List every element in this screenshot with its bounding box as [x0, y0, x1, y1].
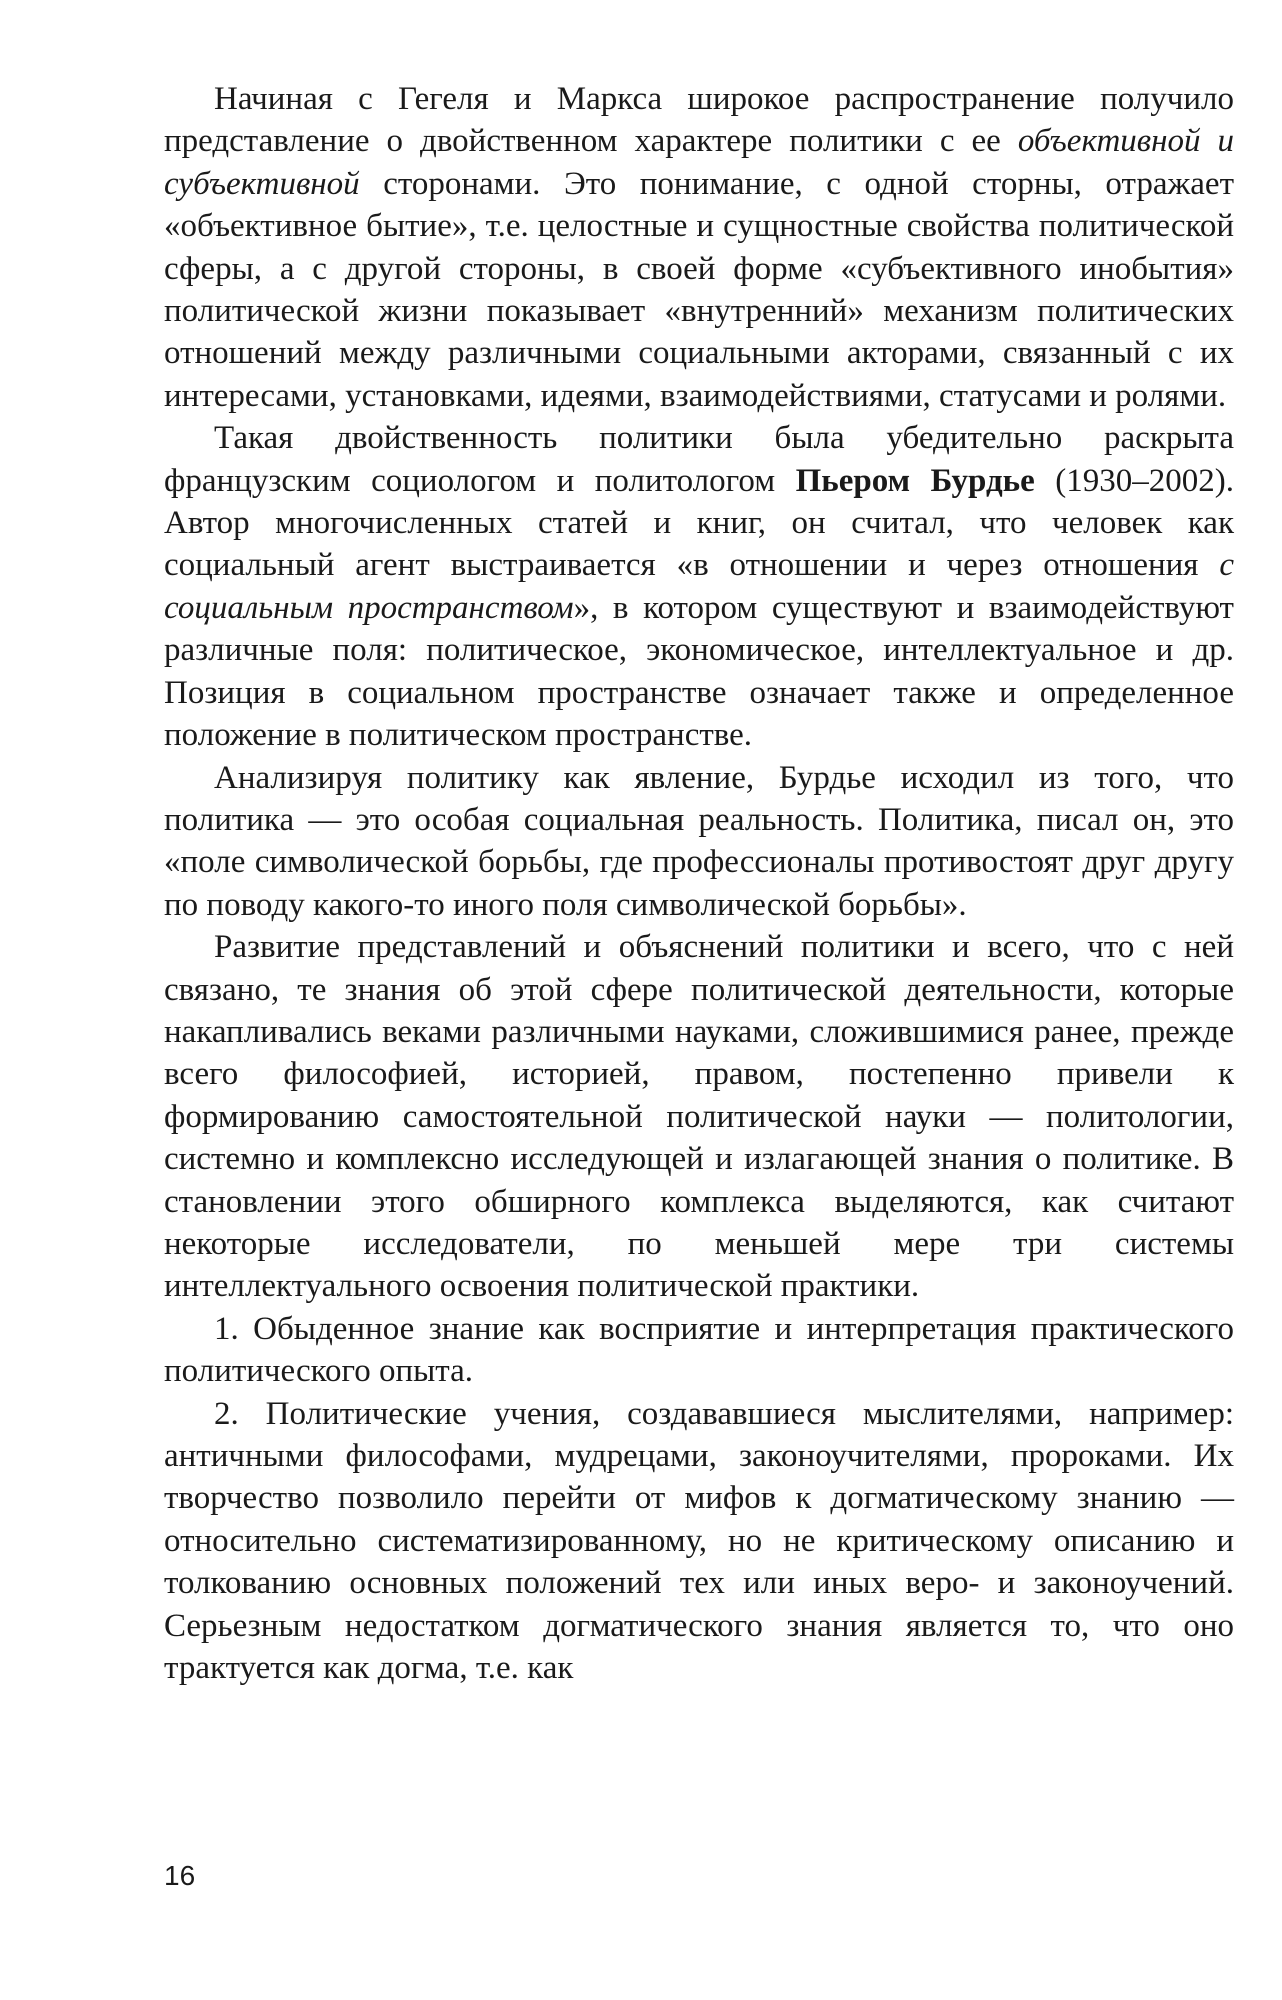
paragraph-2-italic: с социальным пространством	[164, 547, 1234, 626]
page-number: 16	[164, 1860, 196, 1891]
paragraph-2-text-a: Такая двойственность политики была убедительно раскрыта французским социологом и политологом	[164, 420, 1234, 499]
paragraph-2	[164, 417, 1234, 756]
paragraph-5: 1. Обыденное знание как восприятие и интерпретация практического политического опыта.	[164, 1310, 1234, 1390]
paragraph-2-bold-name: Пьером Бурдье	[795, 462, 1035, 499]
paragraph-6: 2. Политические учения, создававшиеся мыслителями, например: античными философами, мудрецами, законоучителями, пророками. Их творчество позволило перейти от мифов к догматическому знанию — относительно систематизированному, но не критическому описанию и толкованию основных положений тех или иных веро- и законоучений. Серьезным недостатком догматического знания является то, что оно трактуется как догма, т.е. как	[164, 1395, 1234, 1687]
page-body	[164, 78, 1234, 1689]
paragraph-1-text-b: сторонами. Это понимание, с одной сторны, отражает «объективное бытие», т.е. целостные и сущностные свойства политической сферы, а с другой стороны, в своей форме «субъективного инобытия» политической жизни показывает «внутренний» механизм политических отношений между различными социальными акторами, связанный с их интересами, установками, идеями, взаимодействиями, статусами и ролями.	[164, 165, 1234, 414]
paragraph-1-text-a: Начиная с Гегеля и Маркса широкое распространение получило представление о двойственном характере политики с ее	[164, 81, 1234, 160]
paragraph-2-text-b: (1930–2002). Автор многочисленных статей и книг, он считал, что человек как социальный агент выстраивается «в отношении и через отношения	[164, 462, 1234, 584]
paragraph-3: Анализируя политику как явление, Бурдье исходил из того, что политика — это особая социальная реальность. Политика, писал он, это «поле символической борьбы, где профессионалы противостоят друг другу по поводу какого-то иного поля символической борьбы».	[164, 759, 1234, 923]
paragraph-1-italic: объективной и субъективной	[164, 123, 1235, 202]
paragraph-2-text-c: », в котором существуют и взаимодействуют различные поля: политическое, экономическое, интеллектуальное и др. Позиция в социальном пространстве означает также и определенное положение в политическом пространстве.	[164, 589, 1234, 754]
paragraph-1	[164, 78, 1234, 417]
paragraph-4: Развитие представлений и объяснений политики и всего, что с ней связано, те знания об этой сфере политической деятельности, которые накапливались веками различными науками, сложившимися ранее, прежде всего философией, историей, правом, постепенно привели к формированию самостоятельной политической науки — политологии, системно и комплексно исследующей и излагающей знания о политике. В становлении этого обширного комплекса выделяются, как считают некоторые исследователи, по меньшей мере три системы интеллектуального освоения политической практики.	[164, 929, 1234, 1305]
